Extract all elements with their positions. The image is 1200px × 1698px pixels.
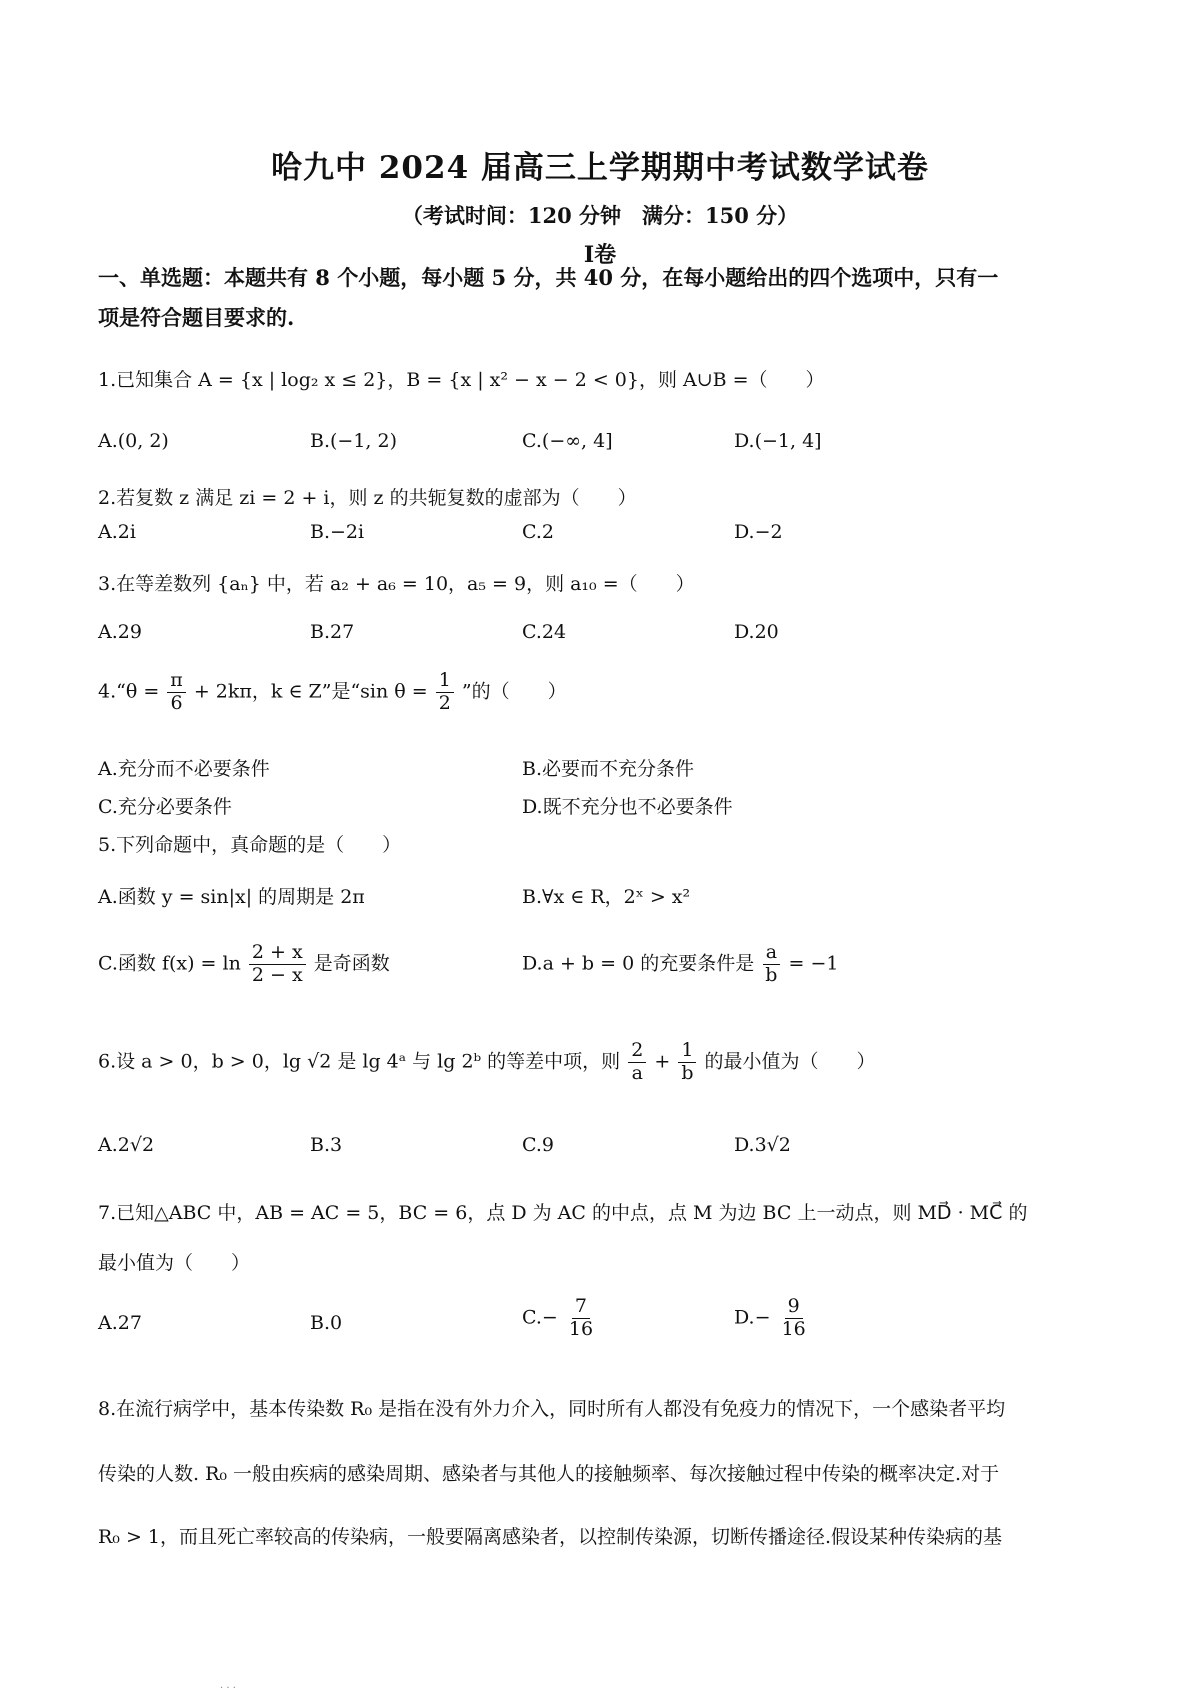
fraction-denominator: b	[765, 963, 778, 986]
question-1-stem: 1.已知集合 A = {x | log₂ x ≤ 2}，B = {x | x² − x − 2 < 0}，则 A∪B =（ ）	[98, 369, 825, 391]
option-d-post: = −1	[788, 952, 839, 975]
fraction-one-half	[436, 670, 454, 715]
option-d-pre: D.a + b = 0 的充要条件是	[522, 952, 755, 975]
question-6-stem-pre: 6.设 a > 0，b > 0，lg √2 是 lg 4ᵃ 与 lg 2ᵇ 的等差中项，则	[98, 1050, 621, 1073]
fraction-7-over-16	[566, 1296, 596, 1341]
option-c-pre: C.函数 f(x) = ln	[98, 952, 241, 975]
fraction-numerator: 2	[628, 1040, 646, 1063]
question-2-option-d: D.−2	[734, 521, 783, 543]
section-heading-line2: 项是符合题目要求的.	[98, 305, 295, 330]
question-1-option-c: C.(−∞, 4]	[522, 430, 613, 452]
question-6-stem	[98, 1040, 876, 1085]
exam-subtitle: （考试时间：120 分钟 满分：150 分）	[401, 203, 799, 228]
question-8-line3: R₀ > 1，而且死亡率较高的传染病，一般要隔离感染者，以控制传染源，切断传播途径.假设某种传染病的基	[98, 1526, 1003, 1548]
question-4-option-c: C.充分必要条件	[98, 796, 232, 818]
question-2-stem: 2.若复数 z 满足 zi = 2 + i，则 z 的共轭复数的虚部为（ ）	[98, 487, 637, 509]
fraction-denominator: 6	[170, 691, 183, 714]
question-2-option-c: C.2	[522, 521, 554, 543]
question-3-option-b: B.27	[310, 621, 355, 643]
question-6-option-a: A.2√2	[98, 1134, 155, 1156]
plus-sign: +	[654, 1050, 671, 1073]
question-4-stem-post: ”的（ ）	[461, 680, 567, 703]
question-4-stem	[98, 670, 567, 715]
fraction-denominator: b	[681, 1061, 694, 1084]
question-3-option-a: A.29	[98, 621, 142, 643]
fraction-numerator: 9	[785, 1296, 803, 1319]
page-footer-mark: · · ·	[220, 1683, 236, 1694]
option-d-pre: D.−	[734, 1306, 771, 1329]
question-8-line2: 传染的人数. R₀ 一般由疾病的感染周期、感染者与其他人的接触频率、每次接触过程中传染的概率决定.对于	[98, 1463, 1000, 1485]
question-5-option-a: A.函数 y = sin|x| 的周期是 2π	[98, 886, 365, 908]
question-4-option-a: A.充分而不必要条件	[98, 758, 270, 780]
question-6-stem-post: 的最小值为（ ）	[704, 1050, 876, 1073]
question-7-stem-line1: 7.已知△ABC 中，AB = AC = 5，BC = 6，点 D 为 AC 的中点，点 M 为边 BC 上一动点，则 MD⃗ · MC⃗ 的	[98, 1202, 1028, 1224]
question-2-option-b: B.−2i	[310, 521, 365, 543]
option-c-post: 是奇函数	[313, 952, 390, 975]
question-7-option-a: A.27	[98, 1312, 142, 1334]
fraction-denominator: 16	[568, 1317, 594, 1340]
fraction-denominator: 2 − x	[251, 963, 303, 986]
fraction-numerator: 1	[678, 1040, 696, 1063]
fraction-2-over-a	[628, 1040, 646, 1085]
section-heading-line1: 一、单选题：本题共有 8 个小题，每小题 5 分，共 40 分，在每小题给出的四个选项中，只有一	[98, 265, 999, 290]
fraction-numerator: 7	[572, 1296, 590, 1319]
question-1-option-d: D.(−1, 4]	[734, 430, 822, 452]
fraction-numerator: a	[763, 942, 780, 965]
question-6-option-c: C.9	[522, 1134, 554, 1156]
section-heading	[98, 258, 1108, 338]
question-3-option-d: D.20	[734, 621, 779, 643]
question-3-option-c: C.24	[522, 621, 567, 643]
fraction-denominator: 16	[781, 1317, 806, 1340]
question-4-stem-pre: 4.“θ =	[98, 680, 160, 703]
question-7-option-c	[522, 1296, 598, 1341]
question-5-option-c	[98, 942, 390, 987]
question-2-option-a: A.2i	[98, 521, 136, 543]
question-4-stem-mid: + 2kπ，k ∈ Z”是“sin θ =	[193, 680, 428, 703]
fraction-log-argument	[249, 942, 306, 987]
question-3-stem: 3.在等差数列 {aₙ} 中，若 a₂ + a₆ = 10，a₅ = 9，则 a₁₀ =（ ）	[98, 573, 695, 595]
fraction-denominator: a	[631, 1061, 643, 1084]
question-5-option-d	[522, 942, 838, 987]
question-7-stem-line2: 最小值为（ ）	[98, 1252, 251, 1274]
volume-label: Ⅰ卷	[583, 242, 617, 268]
fraction-9-over-16	[779, 1296, 809, 1341]
question-7-option-b: B.0	[310, 1312, 343, 1334]
fraction-denominator: 2	[438, 691, 451, 714]
question-4-option-d: D.既不充分也不必要条件	[522, 796, 733, 818]
question-1-option-a: A.(0, 2)	[98, 430, 169, 452]
question-8-line1: 8.在流行病学中，基本传染数 R₀ 是指在没有外力介入，同时所有人都没有免疫力的情况下，一个感染者平均	[98, 1398, 1006, 1420]
fraction-pi-over-6	[167, 670, 186, 715]
fraction-a-over-b	[762, 942, 780, 987]
question-7-option-d	[734, 1296, 811, 1341]
question-5-stem: 5.下列命题中，真命题的是（ ）	[98, 834, 402, 856]
fraction-numerator: π	[167, 670, 186, 693]
question-5-option-b: B.∀x ∈ R，2ˣ > x²	[522, 886, 691, 908]
fraction-numerator: 1	[436, 670, 454, 693]
option-c-pre: C.−	[522, 1306, 558, 1329]
fraction-numerator: 2 + x	[249, 942, 306, 965]
exam-title: 哈九中 2024 届高三上学期期中考试数学试卷	[271, 150, 929, 186]
question-1-option-b: B.(−1, 2)	[310, 430, 398, 452]
fraction-1-over-b	[678, 1040, 696, 1085]
question-4-option-b: B.必要而不充分条件	[522, 758, 695, 780]
question-6-option-b: B.3	[310, 1134, 343, 1156]
question-6-option-d: D.3√2	[734, 1134, 791, 1156]
